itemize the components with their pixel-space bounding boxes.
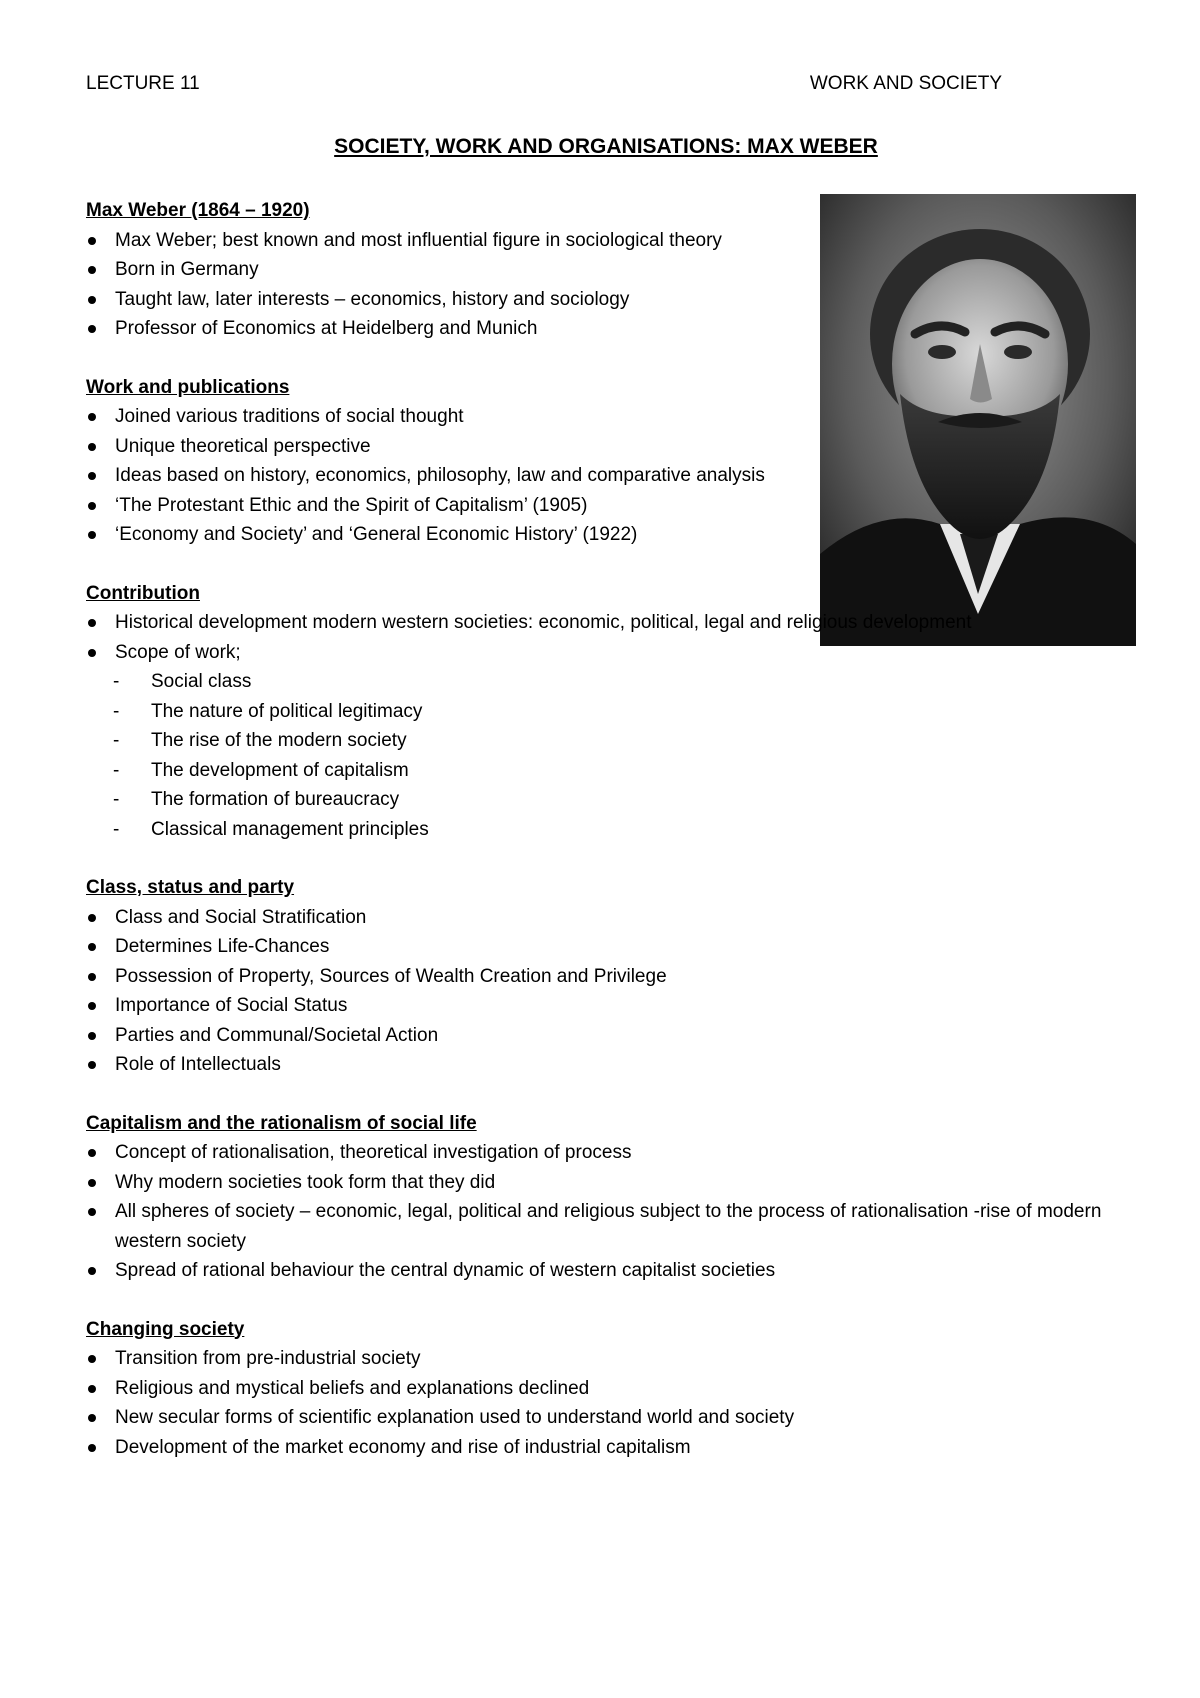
document-title: SOCIETY, WORK AND ORGANISATIONS: MAX WEBER [334, 135, 878, 158]
sub-list-item: - The formation of bureaucracy [86, 785, 1146, 815]
dash-list [86, 667, 1146, 844]
list-item: New secular forms of scientific explanation used to understand world and society [86, 1403, 1146, 1433]
sub-list-item: - The development of capitalism [86, 756, 1146, 786]
lecture-number: LECTURE 11 [86, 73, 200, 94]
list-item: ‘The Protestant Ethic and the Spirit of Capitalism’ (1905) [86, 491, 795, 521]
list-item: Max Weber; best known and most influential figure in sociological theory [86, 226, 795, 256]
section-work-publications [86, 373, 1146, 550]
list-item: Importance of Social Status [86, 991, 1146, 1021]
list-item: Taught law, later interests – economics, history and sociology [86, 285, 795, 315]
bullet-list [86, 1344, 1146, 1462]
list-item: Religious and mystical beliefs and explanations declined [86, 1374, 1146, 1404]
list-item: Spread of rational behaviour the central dynamic of western capitalist societies [86, 1256, 1136, 1286]
list-item: Joined various traditions of social thought [86, 402, 795, 432]
bullet-list [86, 608, 1046, 667]
bullet-list [86, 402, 1146, 550]
section-contribution [86, 579, 1146, 845]
list-item: Scope of work; [86, 638, 1046, 668]
list-item: Why modern societies took form that they did [86, 1168, 1136, 1198]
list-item: Class and Social Stratification [86, 903, 1146, 933]
sub-list-item: - The rise of the modern society [86, 726, 1146, 756]
course-title: WORK AND SOCIETY [809, 73, 1002, 94]
list-item: Parties and Communal/Societal Action [86, 1021, 1146, 1051]
sub-list-item: - The nature of political legitimacy [86, 697, 1146, 727]
document-body [86, 196, 1146, 1491]
section-heading: Work and publications [86, 376, 290, 398]
bullet-list [86, 1138, 1136, 1286]
list-item: All spheres of society – economic, legal, political and religious subject to the process of rationalisation -rise of modern western society [86, 1197, 1136, 1256]
section-heading: Capitalism and the rationalism of social life [86, 1112, 477, 1134]
bullet-list [86, 226, 1146, 344]
sub-list-item: - Classical management principles [86, 815, 1146, 845]
bullet-list [86, 903, 1146, 1080]
list-item: Possession of Property, Sources of Wealth Creation and Privilege [86, 962, 1146, 992]
list-item: Determines Life-Chances [86, 932, 1146, 962]
section-class-status-party [86, 873, 1146, 1080]
sub-list-item: - Social class [86, 667, 1146, 697]
list-item: Transition from pre-industrial society [86, 1344, 1146, 1374]
section-heading: Changing society [86, 1318, 245, 1340]
list-item: ‘Economy and Society’ and ‘General Economic History’ (1922) [86, 520, 795, 550]
list-item: Development of the market economy and rise of industrial capitalism [86, 1433, 1146, 1463]
list-item: Professor of Economics at Heidelberg and Munich [86, 314, 795, 344]
list-item: Unique theoretical perspective [86, 432, 795, 462]
section-heading: Max Weber (1864 – 1920) [86, 200, 310, 221]
list-item: Concept of rationalisation, theoretical investigation of process [86, 1138, 1136, 1168]
section-changing-society [86, 1315, 1146, 1463]
section-capitalism [86, 1109, 1146, 1286]
section-heading: Class, status and party [86, 877, 295, 898]
section-heading: Contribution [86, 582, 200, 604]
list-item: Born in Germany [86, 255, 795, 285]
section-max-weber [86, 196, 1146, 344]
list-item: Role of Intellectuals [86, 1050, 1146, 1080]
list-item: Historical development modern western societies: economic, political, legal and religious development [86, 608, 1046, 638]
list-item: Ideas based on history, economics, philosophy, law and comparative analysis [86, 461, 795, 491]
